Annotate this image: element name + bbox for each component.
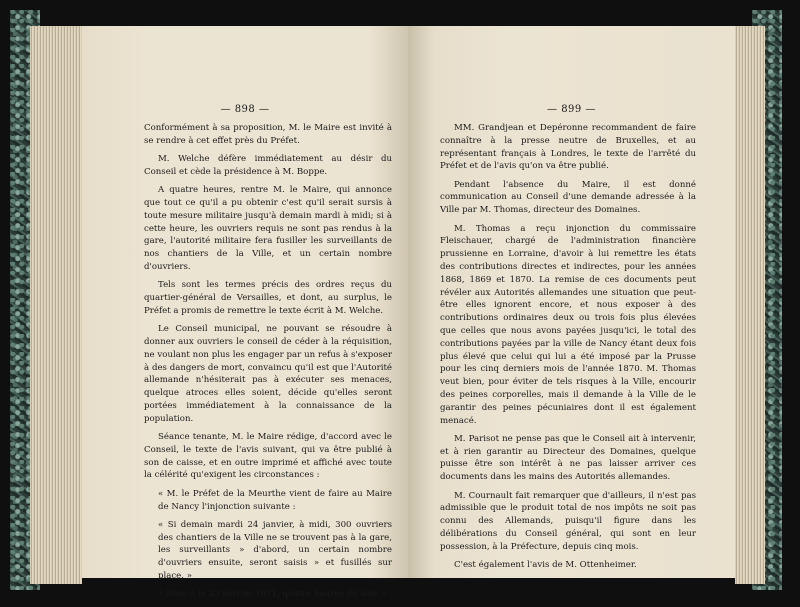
paragraph: Pendant l'absence du Maire, il est donné communication au Conseil d'une demande adressée à la Ville par M. Thomas, directeur des Domaines. [440,179,696,216]
paragraph: Séance tenante, M. le Maire rédige, d'accord avec le Conseil, le texte de l'avis suivant, qui va être publié à son de caisse, et en outre imprimé et affiché avec toute la célérité qu'exigent les circonstances : [144,432,392,481]
paragraph: Tels sont les termes précis des ordres reçus du quartier-général de Versailles, et dont, au surplus, le Préfet a promis de remettre le texte écrit à M. Welche. [144,280,392,316]
paragraph: MM. Grandjean et Depéronne recommandent de faire connaître à la presse neutre de Bruxelles, et au représentant français à Londres, le texte de l'arrêté du Préfet et de l'avis qu'on va être publié. [440,123,696,172]
paragraph: M. Cournault fait remarquer que d'ailleurs, il n'est pas admissible que le produit total de nos impôts ne soit pas connu des Allemands, puisqu'il figure dans les délibérations du Conseil général, qui sont en leur possession, à la Préfecture, depuis cinq mois. [440,490,696,552]
left-page [82,26,408,600]
quoted-notice-date: » Nancy, le 23 janvier 1871, quatre heures du soir. » [158,589,387,600]
left-page-text [144,122,392,607]
page-edges-right [735,26,765,584]
page-edges-left [30,26,82,584]
paragraph: M. Welche défère immédiatement au désir du Conseil et cède la présidence à M. Boppe. [144,154,392,177]
paragraph: M. Parisot ne pense pas que le Conseil ait à intervenir, et à rien garantir au Directeur des Domaines, quelque puisse être son intérêt à ne pas laisser arriver ces documents dans les mains des Autorités allemandes. [440,433,696,483]
paragraph: C'est également l'avis de M. Ottenheimer. [454,560,637,570]
paragraph: Le Conseil municipal, ne pouvant se résoudre à donner aux ouvriers le conseil de céder à la réquisition, ne voulant non plus les engager par un refus à s'exposer à des dangers de mort, convaincu qu'il est que l'Autorité allemande n'hésiterait pas à exécuter ses menaces, quelque atroces elles soient, décide qu'elles seront portées immédiatement à la connaissance de la population. [144,324,392,424]
paragraph: A quatre heures, rentre M. le Maire, qui annonce que tout ce qu'il a pu obtenir c'est qu'il serait sursis à toute mesure militaire jusqu'à demain mardi à midi; si à cette heure, les ouvriers requis ne sont pas rendus à la gare, l'autorité militaire fera fusiller les surveillants de nos chantiers de la Ville, et un certain nombre d'ouvriers. [144,185,392,272]
paragraph: Conformément à sa proposition, M. le Maire est invité à se rendre à cet effet près du Préfet. [144,123,392,146]
right-page-text [440,122,696,577]
page-number-left: — 898 — [220,104,270,115]
right-page [408,26,735,578]
quoted-notice-body: « Si demain mardi 24 janvier, à midi, 300 ouvriers des chantiers de la Ville ne se trouvent pas à la gare, les surveillants » d'abord, un certain nombre d'ouvriers ensuite, seront saisis » et fusillés sur place. » [158,519,392,581]
paragraph: M. Thomas a reçu injonction du commissaire Fleischauer, chargé de l'administration financière prussienne en Lorraine, d'avoir à lui remettre les états des contributions directes et indirectes, pour les années 1868, 1869 et 1870. La remise de ces documents peut révéler aux Autorités allemandes une situation que peut-être elles ignorent encore, et nous exposer à des contributions ordinaires deux ou trois fois plus élevées que celles que nous avons payées jusqu'ici, le total des contributions payées par la ville de Nancy étant deux fois plus élevé que celui qui lui a été imposé par la Prusse pour les cinq derniers mois de l'année 1870. M. Thomas veut bien, pour éviter de tels risques à la Ville, encourir des peines corporelles, mais il demande à la Ville de le garantir des peines pécuniaires dont il est également menacé. [440,223,696,426]
quoted-notice-intro: « M. le Préfet de la Meurthe vient de faire au Maire de Nancy l'injonction suivante : [158,488,392,512]
page-number-right: — 899 — [547,104,596,115]
